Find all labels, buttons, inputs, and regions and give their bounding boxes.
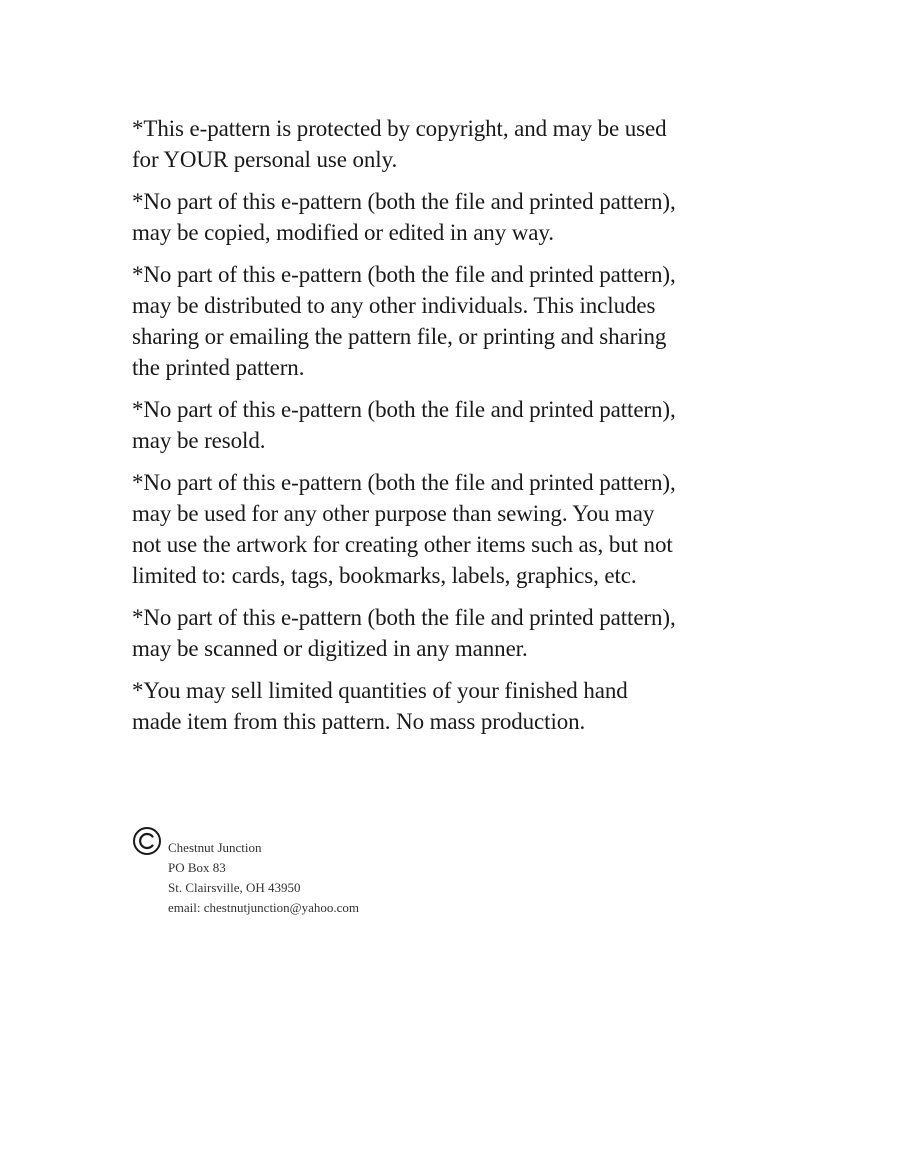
term-item [132, 186, 772, 248]
term-line: *This e-pattern is protected by copyright, and may be used [132, 116, 667, 141]
term-line: for YOUR personal use only. [132, 147, 398, 172]
term-line: made item from this pattern. No mass production. [132, 709, 586, 734]
term-line: limited to: cards, tags, bookmarks, labels, graphics, etc. [132, 563, 637, 588]
term-item [132, 394, 772, 456]
contact-address [168, 838, 359, 918]
term-line: *No part of this e-pattern (both the file and printed pattern), [132, 189, 676, 214]
contact-address-line-1: PO Box 83 [168, 860, 226, 875]
term-line: *No part of this e-pattern (both the file and printed pattern), [132, 397, 676, 422]
term-line: *No part of this e-pattern (both the file and printed pattern), [132, 605, 676, 630]
term-item [132, 602, 772, 664]
term-line: sharing or emailing the pattern file, or printing and sharing [132, 324, 667, 349]
term-line: may be used for any other purpose than sewing. You may [132, 501, 655, 526]
term-line: not use the artwork for creating other items such as, but not [132, 532, 673, 557]
terms-list [132, 113, 772, 748]
term-line: *You may sell limited quantities of your finished hand [132, 678, 628, 703]
term-line: may be resold. [132, 428, 266, 453]
contact-address-line-2: St. Clairsville, OH 43950 [168, 880, 301, 895]
contact-name: Chestnut Junction [168, 840, 262, 855]
term-item [132, 467, 772, 591]
term-line: may be distributed to any other individuals. This includes [132, 293, 656, 318]
copyright-icon [132, 826, 162, 856]
term-line: may be scanned or digitized in any manner. [132, 636, 528, 661]
term-line: may be copied, modified or edited in any way. [132, 220, 554, 245]
term-item [132, 675, 772, 737]
term-line: *No part of this e-pattern (both the file and printed pattern), [132, 470, 676, 495]
contact-email: email: chestnutjunction@yahoo.com [168, 900, 360, 915]
term-line: *No part of this e-pattern (both the file and printed pattern), [132, 262, 676, 287]
term-item [132, 113, 772, 175]
term-line: the printed pattern. [132, 355, 305, 380]
term-item [132, 259, 772, 383]
